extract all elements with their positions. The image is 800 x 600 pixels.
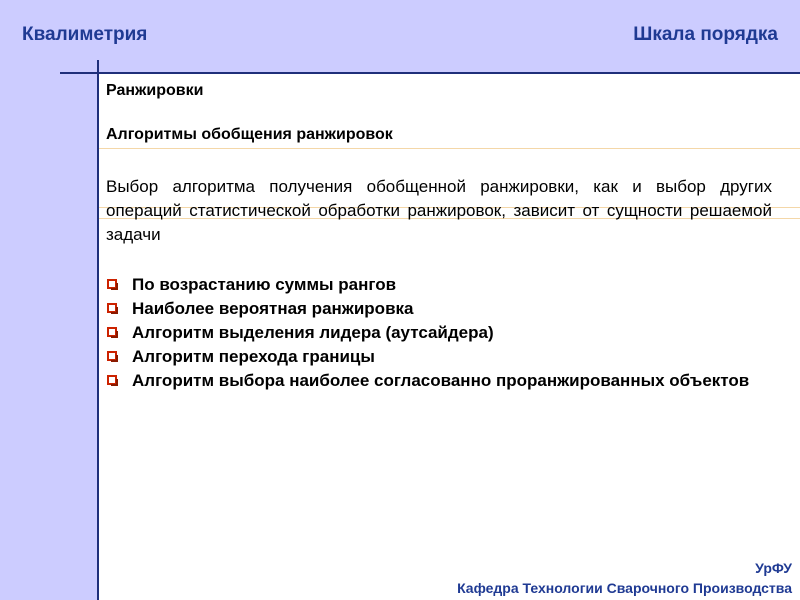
list-item (106, 345, 772, 369)
list-item-text: Алгоритм перехода границы (132, 347, 375, 366)
section-heading: Ранжировки (106, 82, 204, 99)
bullet-list (106, 273, 772, 393)
list-item-text: Алгоритм выделения лидера (аутсайдера) (132, 323, 494, 342)
header-divider (60, 72, 800, 74)
checkbox-bullet-icon (107, 303, 117, 313)
list-item-text: Наиболее вероятная ранжировка (132, 299, 414, 318)
list-item-text: Алгоритм выбора наиболее согласованно проранжированных объектов (132, 371, 750, 390)
checkbox-bullet-icon (107, 375, 117, 385)
list-item (106, 321, 772, 345)
left-panel (0, 0, 99, 600)
slide-title: Шкала порядка (633, 24, 778, 45)
subsection-heading: Алгоритмы обобщения ранжировок (106, 126, 393, 143)
left-divider (97, 60, 99, 600)
list-item (106, 297, 772, 321)
list-item (106, 369, 772, 393)
guide-line (99, 148, 800, 149)
footer-department: Кафедра Технологии Сварочного Производства (457, 580, 792, 596)
footer-organization: УрФУ (755, 560, 792, 576)
list-item-text: По возрастанию суммы рангов (132, 275, 397, 294)
course-title: Квалиметрия (22, 24, 148, 45)
checkbox-bullet-icon (107, 351, 117, 361)
list-item (106, 273, 772, 297)
body-paragraph: Выбор алгоритма получения обобщенной ранжировки, как и выбор других операций статистической обработки ранжировок, зависит от сущности решаемой задачи (106, 177, 772, 244)
checkbox-bullet-icon (107, 327, 117, 337)
checkbox-bullet-icon (107, 279, 117, 289)
